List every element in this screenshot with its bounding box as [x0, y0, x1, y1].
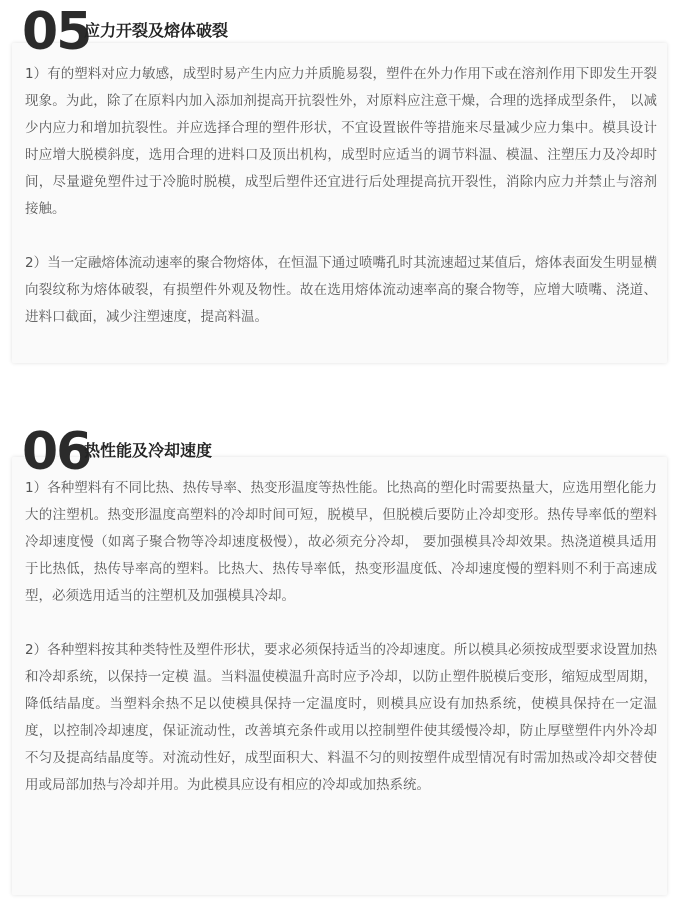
paragraph-spacer — [25, 610, 657, 637]
section-title: 应力开裂及熔体破裂 — [84, 21, 229, 40]
paragraph: 1）有的塑料对应力敏感，成型时易产生内应力并质脆易裂，塑件在外力作用下或在溶剂作用下即发生开裂现象。为此，除了在原料内加入添加剂提高开抗裂性外，对原料应注意干燥，合理的选择成型条件， 以减少内应力和增加抗裂性。并应选择合理的塑件形状，不宜设置嵌件等措施来尽量减少应力集中。模具设计时应增大脱模斜度，选用合理的进料口及顶出机构，成型时应适当的调节料温、模温、注塑压力及冷却时间，尽量避免塑件过于冷脆时脱模，成型后塑件还宜进行后处理提高抗开裂性，消除内应力并禁止与溶剂接触。 — [25, 66, 657, 217]
section-stress-cracking — [0, 0, 681, 370]
paragraph: 2）各种塑料按其种类特性及塑件形状，要求必须保持适当的冷却速度。所以模具必须按成型要求设置加热和冷却系统，以保持一定模 温。当料温使模温升高时应予冷却，以防止塑件脱模后变形，缩短成型周期，降低结晶度。当塑料余热不足以使模具保持一定温度时，则模具应设有加热系统，使模具保持在一定温度，以控制冷却速度，保证流动性，改善填充条件或用以控制塑件使其缓慢冷却，防止厚壁塑件内外冷却不匀及提高结晶度等。对流动性好，成型面积大、料温不匀的则按塑件成型情况有时需加热或冷却交替使用或局部加热与冷却并用。为此模具应设有相应的冷却或加热系统。 — [25, 642, 657, 793]
section-thermal-properties — [0, 420, 681, 905]
paragraph-spacer — [25, 223, 657, 250]
section-number: 06 — [22, 422, 91, 482]
paragraph: 2）当一定融熔体流动速率的聚合物熔体，在恒温下通过喷嘴孔时其流速超过某值后，熔体表面发生明显横向裂纹称为熔体破裂，有损塑件外观及物性。故在选用熔体流动速率高的聚合物等，应增大喷嘴、浇道、进料口截面，减少注塑速度，提高料温。 — [25, 255, 657, 325]
paragraph: 1）各种塑料有不同比热、热传导率、热变形温度等热性能。比热高的塑化时需要热量大，应选用塑化能力大的注塑机。热变形温度高塑料的冷却时间可短，脱模早，但脱模后要防止冷却变形。热传导率低的塑料冷却速度慢（如离子聚合物等冷却速度极慢），故必须充分冷却， 要加强模具冷却效果。热浇道模具适用于比热低，热传导率高的塑料。比热大、热传导率低，热变形温度低、冷却速度慢的塑料则不利于高速成型，必须选用适当的注塑机及加强模具冷却。 — [25, 480, 657, 604]
section-number: 05 — [22, 2, 91, 62]
content-card — [12, 457, 667, 895]
content-card — [12, 43, 667, 363]
section-title: 热性能及冷却速度 — [84, 441, 213, 460]
